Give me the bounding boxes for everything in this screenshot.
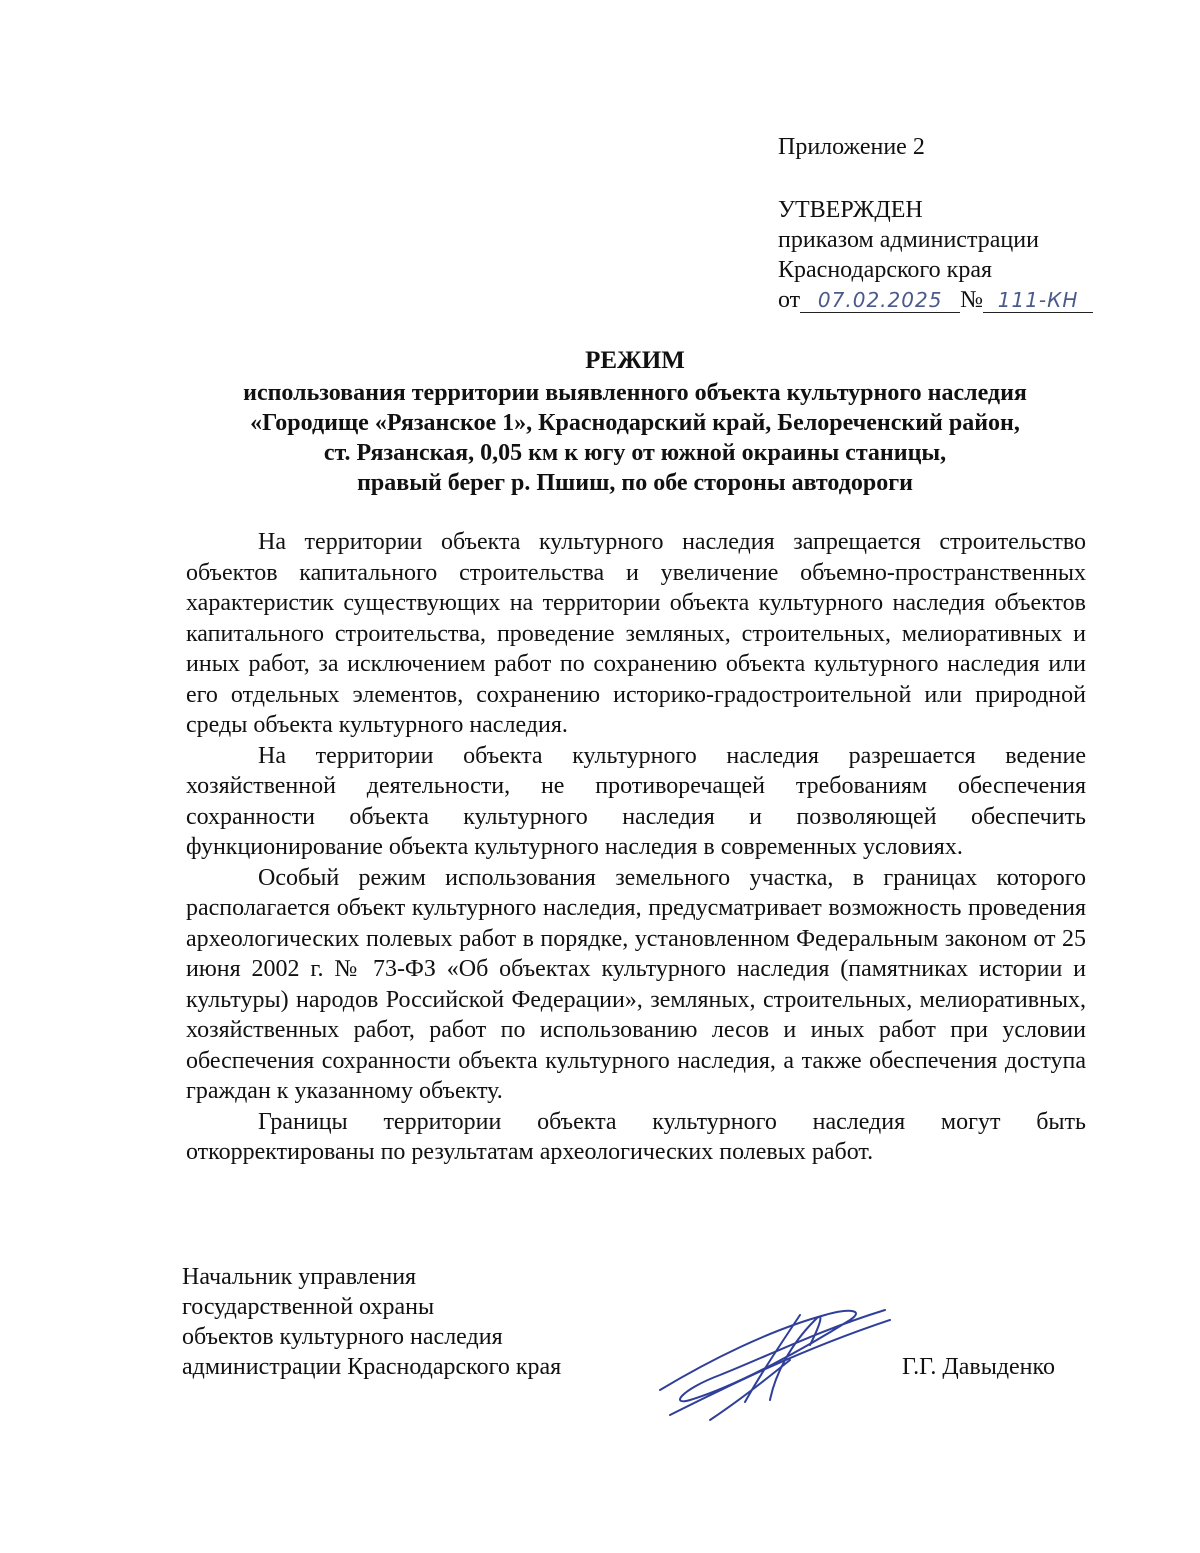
handwritten-signature [650,1290,900,1430]
annex-label: Приложение 2 [778,134,925,160]
approval-block [778,132,1093,315]
position-line: объектов культурного наследия [182,1324,503,1350]
title-line: «Городище «Рязанское 1», Краснодарский край, Белореченский район, [250,410,1020,436]
signatory-name: Г.Г. Давыденко [902,1354,1055,1380]
title-main: РЕЖИМ [585,347,685,374]
number-prefix: № [960,287,984,313]
order-number: 111-КН [983,288,1093,313]
from-prefix: от [778,287,801,313]
approved-region: Краснодарского края [778,257,993,283]
order-date-number [778,285,1093,315]
signatory-position [182,1262,561,1382]
paragraph: Особый режим использования земельного участка, в границах которого располагается объект культурного наследия, предусматривает возможность проведения археологических полевых работ в порядке, установленном Федеральным законом от 25 июня 2002 г. № 73-ФЗ «Об объектах культурного наследия (памятниках истории и культуры) народов Российской Федерации», земляных, строительных, мелиоративных, хозяйственных работ, работ по использованию лесов и иных работ при условии обеспечения сохранности объекта культурного наследия, а также обеспечения доступа граждан к указанному объекту. [186,864,1086,1104]
approved-label: УТВЕРЖДЕН [778,197,923,223]
approved-by-order: приказом администрации [778,227,1039,253]
title-line: использования территории выявленного объекта культурного наследия [243,380,1027,406]
paragraph: На территории объекта культурного наследия запрещается строительство объектов капитального строительства и увеличение объемно-пространственных характеристик существующих на территории объекта культурного наследия объектов капитального строительства, проведение земляных, строительных, мелиоративных и иных работ, за исключением работ по сохранению объекта культурного наследия или его отдельных элементов, сохранению историко-градостроительной или природной среды объекта культурного наследия. [186,529,1086,738]
document-body [186,527,1086,1168]
paragraph: Границы территории объекта культурного наследия могут быть откорректированы по результатам археологических полевых работ. [186,1108,1086,1165]
paragraph: На территории объекта культурного наследия разрешается ведение хозяйственной деятельности, не противоречащей требованиям обеспечения сохранности объекта культурного наследия и позволяющей обеспечить функционирование объекта культурного наследия в современных условиях. [186,742,1086,860]
order-date: 07.02.2025 [800,288,960,313]
position-line: администрации Краснодарского края [182,1354,562,1380]
title-line: правый берег р. Пшиш, по обе стороны автодороги [357,470,913,496]
position-line: Начальник управления [182,1264,417,1290]
position-line: государственной охраны [182,1294,435,1320]
title-line: ст. Рязанская, 0,05 км к югу от южной окраины станицы, [323,440,947,466]
document-title [180,346,1090,498]
